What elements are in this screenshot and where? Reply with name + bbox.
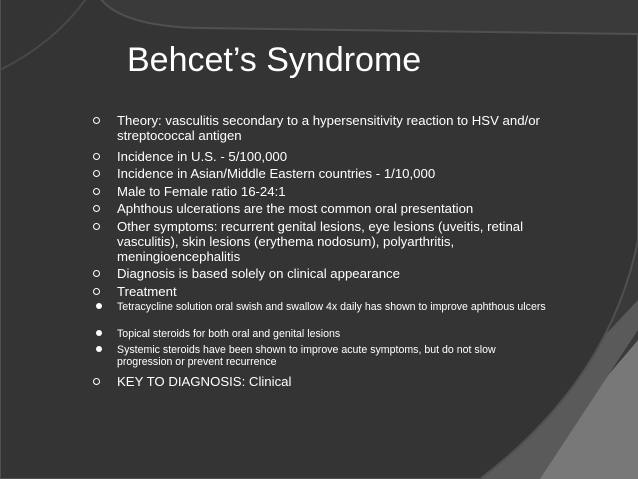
- hollow-bullet-icon: [93, 188, 100, 195]
- bullet-list: Theory: vasculitis secondary to a hypersensitivity reaction to HSV and/or streptococcal antigen Incidence in U.S. - 5/100,000 Incidence in Asian/Middle Eastern countries - 1/10,000 Male to Female ratio 16-24:1 Aphthous ulcerations are the most common oral presentation Other symptoms: recurrent genital lesions, eye lesions (uveitis, retinal vasculitis), skin lesions (erythema nodosum), polyarthritis, meningioencephalitis Diagnosis is based solely on clinical appearance Treatment Tetracycline solution oral swish and swallow 4x daily has shown to improve aphthous ulcers Topical steroids for both oral and genital lesions Systemic steroids have been shown to improve acute symptoms, but do not slow progression or prevent recurrence KEY TO DIAGNOSIS: Clinical: [0, 0, 638, 479]
- hollow-bullet-icon: [93, 378, 100, 385]
- hollow-bullet-icon: [93, 223, 100, 230]
- hollow-bullet-icon: [93, 270, 100, 277]
- hollow-bullet-icon: [93, 153, 100, 160]
- hollow-bullet-icon: [93, 170, 100, 177]
- hollow-bullet-icon: [93, 117, 100, 124]
- filled-bullet-icon: [96, 346, 102, 352]
- filled-bullet-icon: [96, 330, 102, 336]
- filled-bullet-icon: [96, 303, 102, 309]
- hollow-bullet-icon: [93, 205, 100, 212]
- hollow-bullet-icon: [93, 288, 100, 295]
- slide-title: Behcet’s Syndrome: [127, 41, 422, 79]
